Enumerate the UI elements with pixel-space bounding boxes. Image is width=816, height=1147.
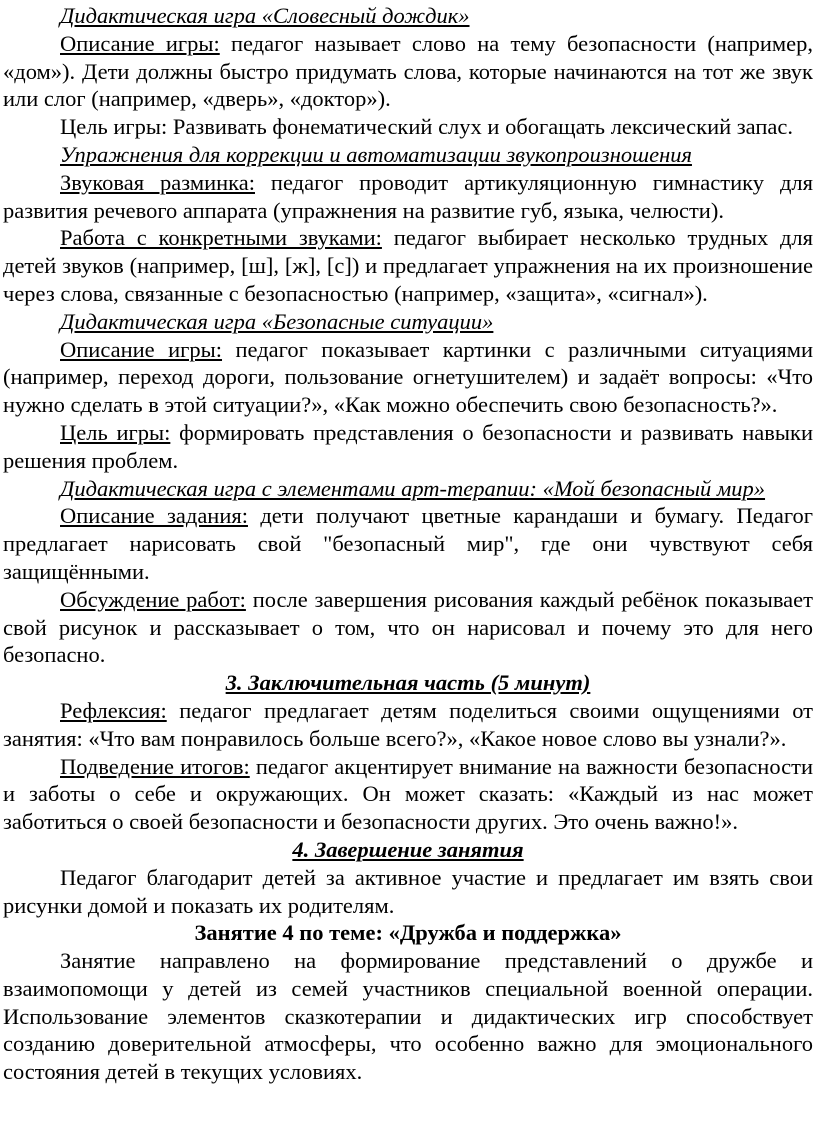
- paragraph-text: после завершения рисования каждый ребёнок показывает свой рисунок и рассказывает о том, что он нарисовал и почему это для него безопасно.: [3, 586, 813, 668]
- paragraph-label: Описание игры:: [60, 30, 220, 56]
- paragraph-text: педагог проводит артикуляционную гимнастику для развития речевого аппарата (упражнения на развитие губ, языка, челюсти).: [3, 169, 813, 223]
- paragraph: Педагог благодарит детей за активное участие и предлагает им взять свои рисунки домой и показать их родителям.: [3, 864, 813, 918]
- paragraph-label: Обсуждение работ:: [60, 586, 246, 612]
- paragraph-label: Рефлексия:: [60, 697, 167, 723]
- section-heading: Дидактическая игра с элементами арт-терапии: «Мой безопасный мир»: [60, 475, 766, 501]
- paragraph-label: Работа с конкретными звуками:: [60, 225, 382, 251]
- paragraph: [3, 697, 813, 753]
- paragraph: [3, 30, 813, 113]
- paragraph-text: педагог называет слово на тему безопасности (например, «дом»). Дети должны быстро придумать слова, которые начинаются на тот же звук или слог (например, «дверь», «доктор»).: [3, 30, 813, 112]
- paragraph-text: дети получают цветные карандаши и бумагу. Педагог предлагает нарисовать свой "безопасный мир", где они чувствуют себя защищёнными.: [3, 503, 813, 584]
- paragraph-label: Цель игры:: [60, 419, 171, 445]
- paragraph: [3, 753, 813, 836]
- paragraph: [3, 336, 813, 419]
- paragraph-text: педагог выбирает несколько трудных для детей звуков (например, [ш], [ж], [с]) и предлагает упражнения на их произношение через слова, связанные с безопасностью (например, «защита», «сигнал»).: [3, 225, 813, 306]
- paragraph: [3, 224, 813, 307]
- paragraph: [3, 419, 813, 475]
- paragraph: Занятие направлено на формирование представлений о дружбе и взаимопомощи у детей из семей участников специальной военной операции. Использование элементов сказкотерапии и дидактических игр способствует созданию доверительной атмосферы, что особенно важно для эмоционального состояния детей в текущих условиях.: [3, 948, 813, 1085]
- section-heading: Дидактическая игра «Словесный дождик»: [60, 3, 470, 28]
- section-heading: Упражнения для коррекции и автоматизации звукопроизношения: [60, 141, 692, 167]
- paragraph-text: педагог показывает картинки с различными ситуациями (например, переход дороги, пользование огнетушителем) и задаёт вопросы: «Что нужно сделать в этой ситуации?», «Как можно обеспечить свою безопасность?».: [3, 336, 813, 418]
- paragraph-label: Описание игры:: [60, 336, 223, 362]
- lesson-title: Занятие 4 по теме: «Дружба и поддержка»: [194, 920, 622, 946]
- section-heading: Дидактическая игра «Безопасные ситуации»: [60, 308, 494, 334]
- paragraph: Цель игры: Развивать фонематический слух и обогащать лексический запас.: [60, 114, 794, 140]
- paragraph-label: Подведение итогов:: [60, 753, 250, 779]
- part-heading: 3. Заключительная часть (5 минут): [225, 670, 591, 696]
- paragraph-text: педагог акцентирует внимание на важности безопасности и заботы о себе и окружающих. Он может сказать: «Каждый из нас может заботиться о своей безопасности и безопасности других. Это очень важно!».: [3, 753, 813, 835]
- paragraph-text: педагог предлагает детям поделиться своими ощущениями от занятия: «Что вам понравилось больше всего?», «Какое новое слово вы узнали?».: [3, 697, 813, 751]
- paragraph-label: Описание задания:: [60, 503, 248, 529]
- paragraph: [3, 586, 813, 669]
- part-heading: 4. Завершение занятия: [292, 836, 524, 862]
- paragraph: [3, 169, 813, 225]
- paragraph: [3, 502, 813, 585]
- paragraph-label: Звуковая разминка:: [60, 169, 255, 195]
- paragraph-text: формировать представления о безопасности и развивать навыки решения проблем.: [3, 419, 813, 473]
